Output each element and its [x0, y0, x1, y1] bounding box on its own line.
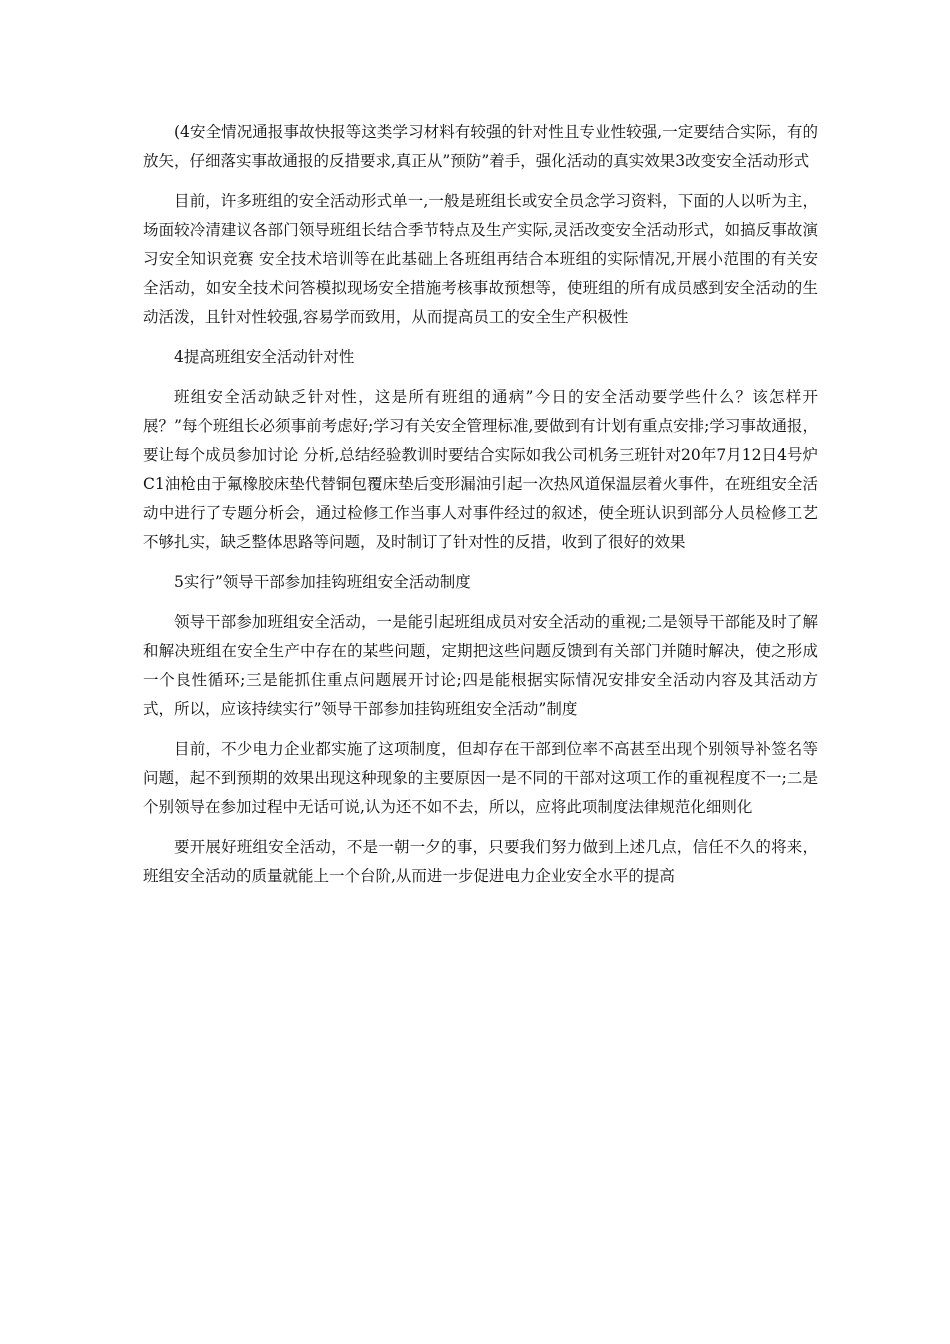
- section-heading-leader-participation: 5实行”领导干部参加挂钩班组安全活动制度: [174, 573, 471, 591]
- paragraph-conclusion: 要开展好班组安全活动，不是一朝一夕的事，只要我们努力做到上述几点，信任不久的将来，班组安全活动的质量就能上一个台阶,从而进一步促进电力企业安全水平的提高: [143, 838, 818, 885]
- paragraph-leader-problems: 目前，不少电力企业都实施了这项制度，但却存在干部到位率不高甚至出现个别领导补签名等问题，起不到预期的效果出现这种现象的主要原因一是不同的干部对这项工作的重视程度不一;二是个别领导在参加过程中无话可说,认为还不如不去，所以，应将此项制度法律规范化细则化: [143, 740, 818, 816]
- paragraph-safety-reports: (4安全情况通报事故快报等这类学习材料有较强的针对性且专业性较强,一定要结合实际，有的放矢，仔细落实事故通报的反措要求,真正从”预防”着手，强化活动的真实效果3改变安全活动形式: [143, 123, 818, 170]
- paragraph-targeting: 班组安全活动缺乏针对性，这是所有班组的通病”今日的安全活动要学些什么？该怎样开展？”每个班组长必须事前考虑好;学习有关安全管理标准,要做到有计划有重点安排;学习事故通报，要让每个成员参加讨论 分析,总结经验教训时要结合实际如我公司机务三班针对20年7月12日4号炉C1油枪由于氟橡胶床垫代替铜包覆床垫后变形漏油引起一次热风道保温层着火事件，在班组安全活动中进行了专题分析会，通过检修工作当事人对事件经过的叙述，使全班认识到部分人员检修工艺不够扎实，缺乏整体思路等问题，及时制订了针对性的反措，收到了很好的效果: [143, 388, 818, 551]
- document-body: [143, 118, 818, 902]
- section-heading-targeting: 4提高班组安全活动针对性: [174, 348, 355, 366]
- paragraph-leader-benefits: 领导干部参加班组安全活动，一是能引起班组成员对安全活动的重视;二是领导干部能及时了解和解决班组在安全生产中存在的某些问题，定期把这些问题反馈到有关部门并随时解决，使之形成一个良性循环;三是能抓住重点问题展开讨论;四是能根据实际情况安排安全活动内容及其活动方式，所以，应该持续实行”领导干部参加挂钩班组安全活动”制度: [143, 613, 818, 718]
- paragraph-activity-form: 目前，许多班组的安全活动形式单一,一般是班组长或安全员念学习资料，下面的人以听为主，场面较冷清建议各部门领导班组长结合季节特点及生产实际,灵活改变安全活动形式，如搞反事故演习安全知识竞赛 安全技术培训等在此基础上各班组再结合本班组的实际情况,开展小范围的有关安全活动，如安全技术问答模拟现场安全措施考核事故预想等，使班组的所有成员感到安全活动的生动活泼，且针对性较强,容易学而致用，从而提高员工的安全生产积极性: [143, 192, 818, 326]
